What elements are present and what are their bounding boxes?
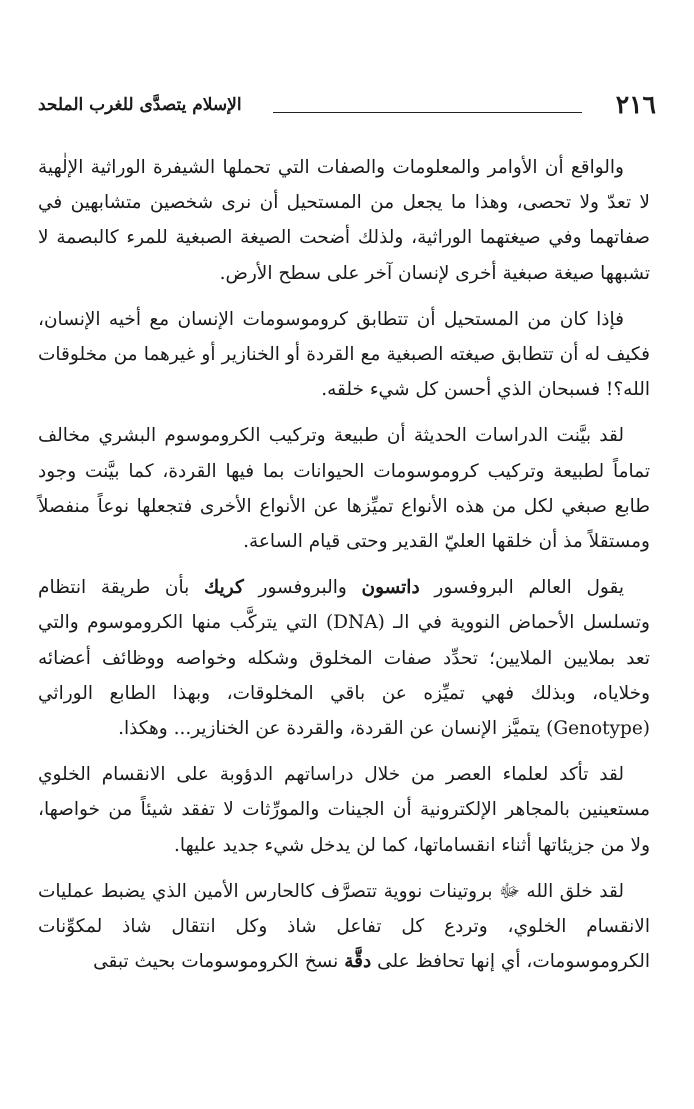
paragraph-4-text: بأن طريقة انتظام وتسلسل الأحماض النووية في الـ (: [38, 577, 650, 634]
paragraph-6-text: لقد خلق الله ﷻ بروتينات نووية تتصرَّف كالحارس الأمين الذي يضبط عمليات الانقسام الخلوي، وتردع كل تفاعل شاذ وكل انتقال شاذ لمكوِّنات الكروموسومات، أي إنها تحافظ على: [38, 880, 650, 973]
name-crick: كريك: [204, 577, 244, 599]
paragraph-4-text: والبروفسور: [243, 577, 362, 599]
paragraph-5: لقد تأكد لعلماء العصر من خلال دراساتهم الدؤوبة على الانقسام الخلوي مستعينين بالمجاهر الإلكترونية أن الجينات والمورِّثات لا تفقد شيئاً من خواصها، ولا من جزيئاتها أثناء انقساماتها، كما لن يدخل شيء جديد عليها.: [38, 764, 650, 856]
paragraph-4: [38, 570, 650, 746]
paragraph-1: والواقع أن الأوامر والمعلومات والصفات التي تحملها الشيفرة الوراثية الإلٰهية لا تعدّ ولا تحصى، وهذا ما يجعل من المستحيل أن نرى شخصين متشابهين في صفاتهما وفي صيغتهما الوراثية، ولذلك أضحت الصيغة الصبغية للمرء كالبصمة لا تشبهها صيغة صبغية أخرى لإنسان آخر على سطح الأرض.: [38, 157, 650, 284]
emphasis-accuracy: دقَّة: [344, 951, 372, 973]
page-header: [38, 88, 656, 124]
term-dna: DNA: [333, 612, 378, 634]
paragraph-2: فإذا كان من المستحيل أن تتطابق كروموسومات الإنسان مع أخيه الإنسان، فكيف له أن تتطابق صيغته الصبغية مع القردة أو الخنازير أو غيرهما من مخلوقات الله؟! فسبحان الذي أحسن كل شيء خلقه.: [38, 308, 650, 401]
body-text: [38, 150, 650, 990]
paragraph-4-text: ) يتميَّز الإنسان عن القردة، والقردة عن الخنازير... وهكذا.: [118, 718, 554, 740]
paragraph-3: لقد بيَّنت الدراسات الحديثة أن طبيعة وتركيب الكروموسوم البشري مخالف تماماً لطبيعة وتركيب كروموسومات الحيوانات بما فيها القردة، كما بيَّنت وجود طابع صبغي لكل من هذه الأنواع تميِّزها عن الأنواع الأخرى فتجعلها نوعاً منفصلاً ومستقلاً مذ أن خلقها العليّ القدير وحتى قيام الساعة.: [38, 425, 650, 553]
paragraph-6-text: نسخ الكروموسومات بحيث تبقى: [93, 951, 345, 973]
header-rule: [273, 112, 582, 113]
paragraph-4-text: ) التي يتركَّب منها الكروموسوم والتي تعد بملايين الملايين؛ تحدِّد صفات المخلوق وشكله وخواصه ووظائف أعضائه وخلاياه، وبذلك فهي تميِّزه عن باقي المخلوقات، وبهذا الطابع الوراثي (: [38, 612, 650, 740]
term-genotype: Genotype: [553, 718, 643, 740]
page-number: ٢١٦: [615, 90, 656, 119]
paragraph-6: [38, 874, 650, 980]
name-watson: داتسون: [361, 577, 420, 599]
paragraph-4-text: يقول العالم البروفسور: [419, 577, 624, 599]
running-title: الإسلام يتصدَّى للغرب الملحد: [38, 95, 242, 115]
